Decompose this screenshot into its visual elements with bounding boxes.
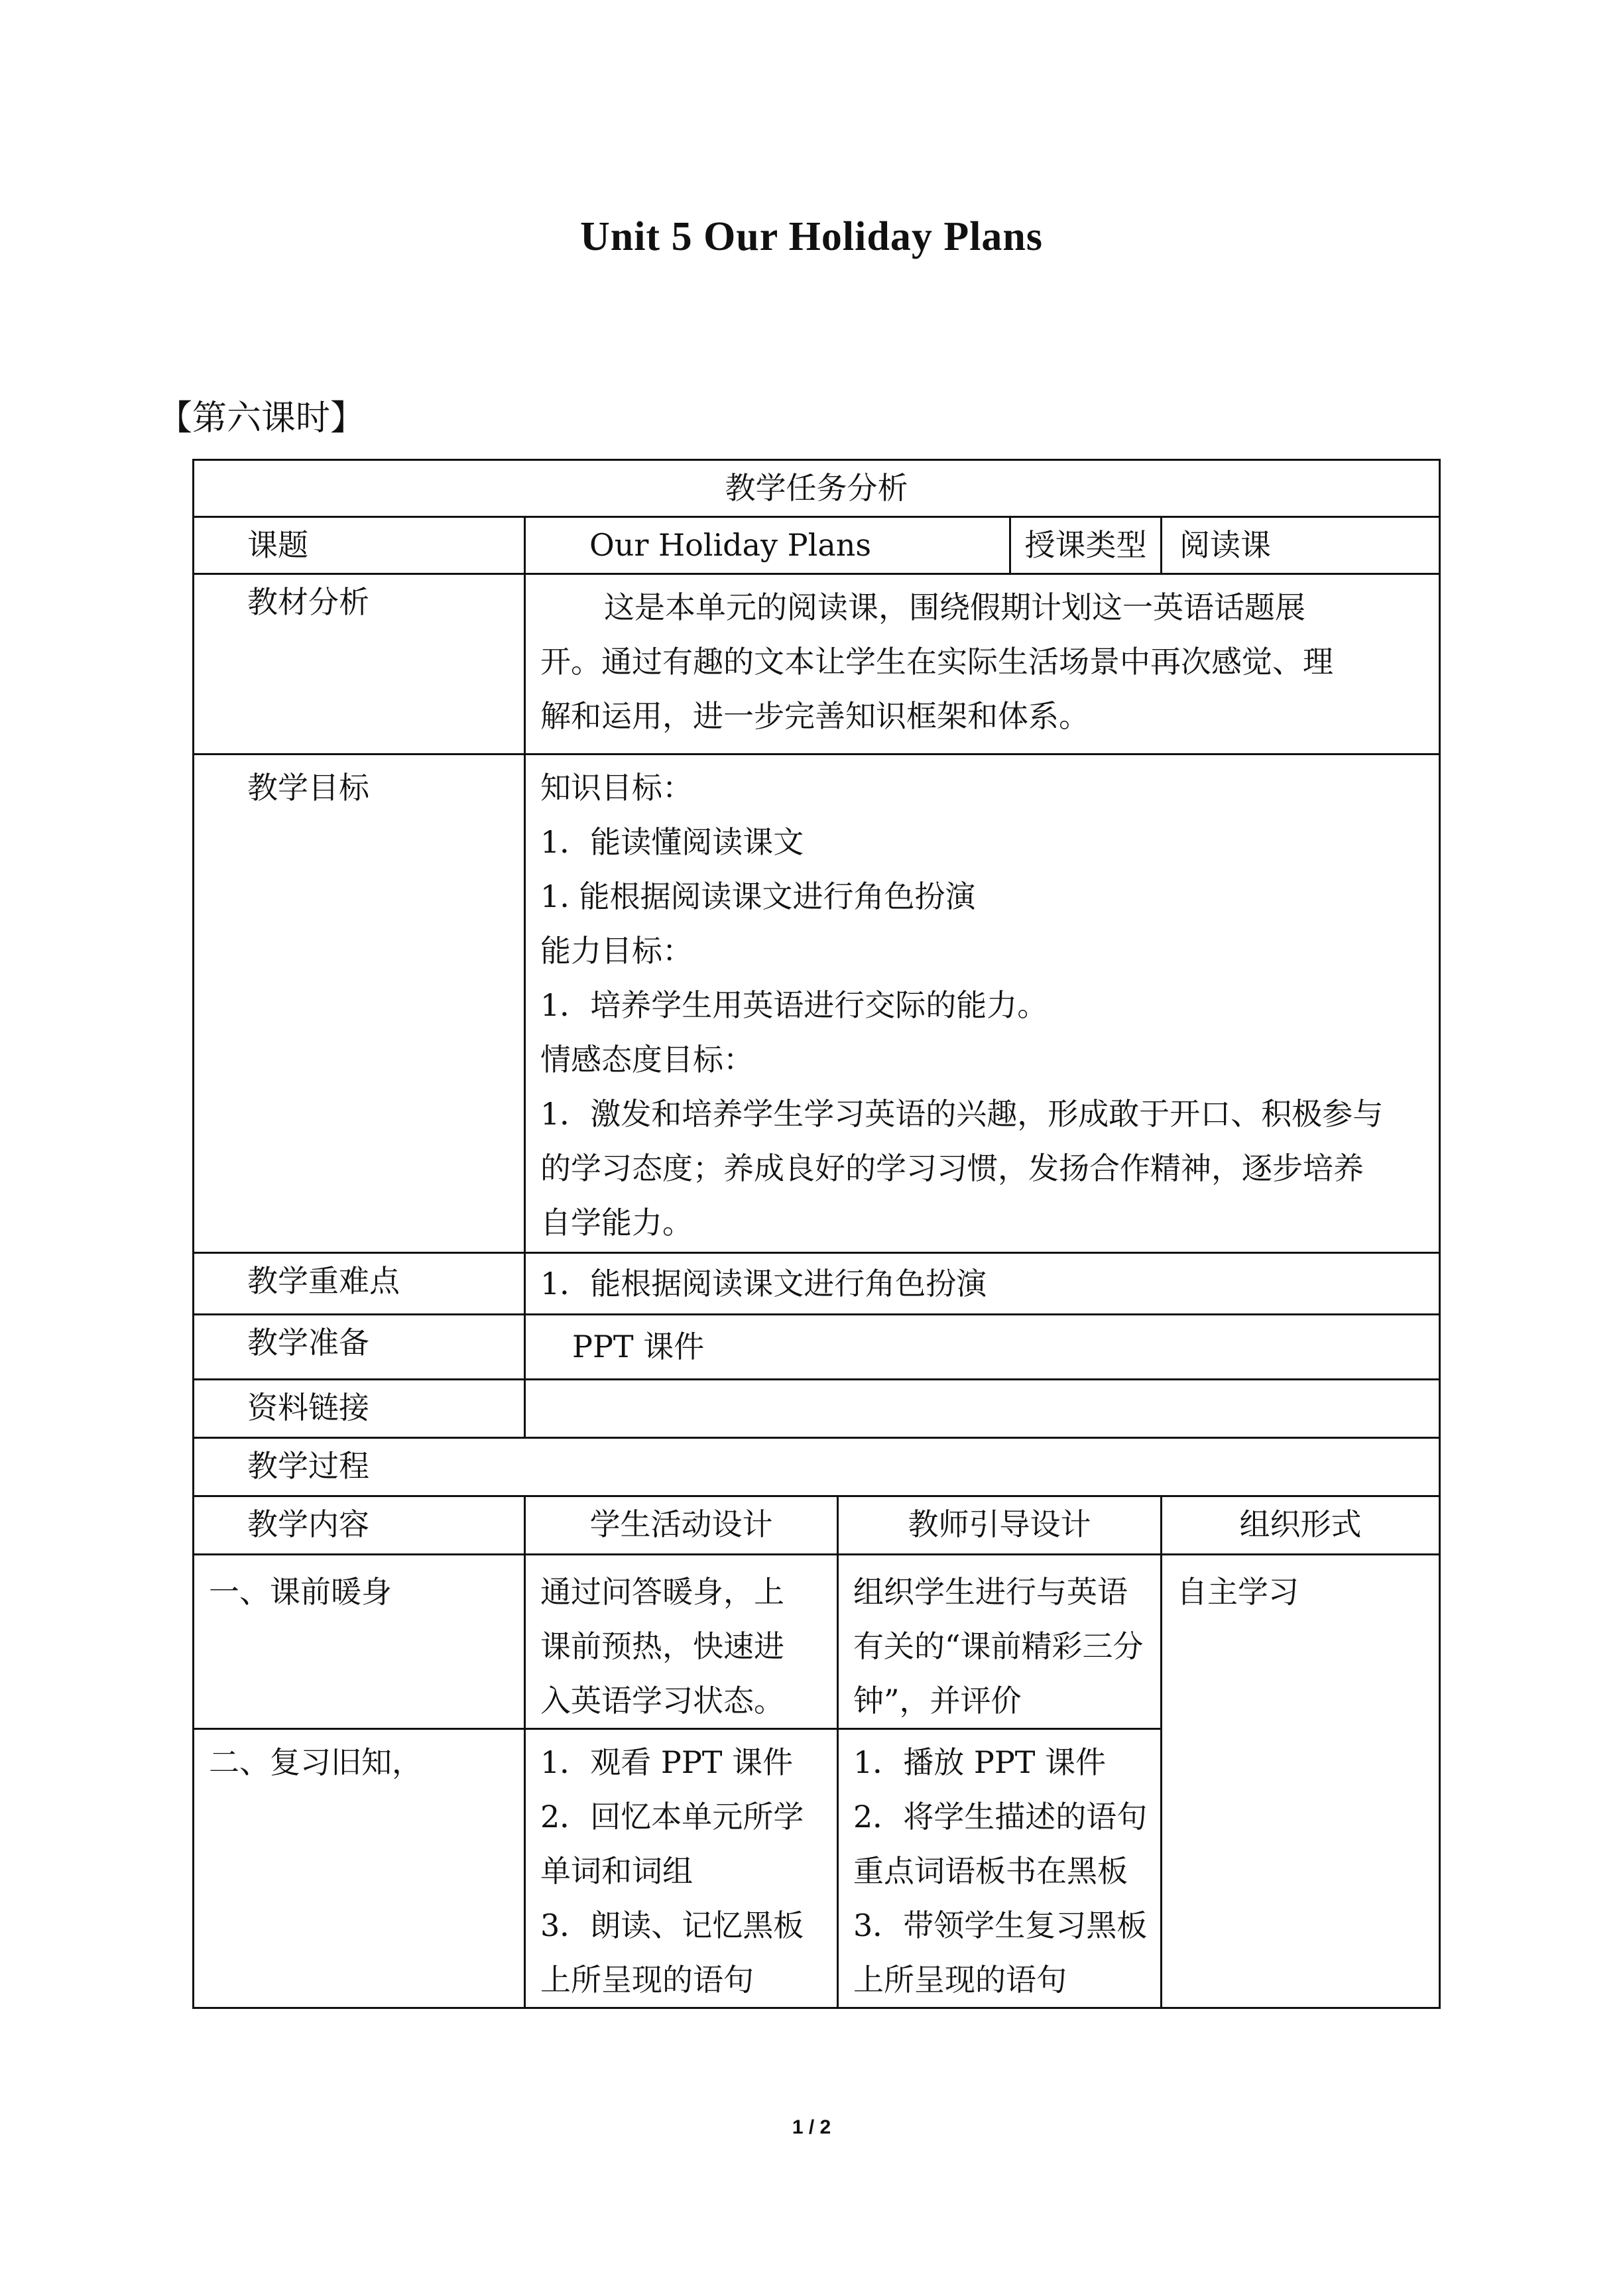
row2-teacher: 1．播放 PPT 课件 2．将学生描述的语句 重点词语板书在黑板 3．带领学生复习黑板 上所呈现的语句 — [838, 1729, 1162, 2008]
analysis-label: 教材分析 — [194, 574, 525, 755]
document-title: Unit 5 Our Holiday Plans — [579, 214, 1044, 259]
type-label: 授课类型 — [1010, 517, 1162, 574]
preparation-label: 教学准备 — [194, 1315, 525, 1380]
process-label: 教学过程 — [194, 1438, 1440, 1496]
resource-links-label: 资料链接 — [194, 1380, 525, 1438]
key-points-value: 1．能根据阅读课文进行角色扮演 — [525, 1253, 1440, 1315]
topic-value: Our Holiday Plans — [525, 517, 1010, 574]
resource-links-value — [525, 1380, 1440, 1438]
row1-student: 通过问答暖身，上 课前预热，快速进 入英语学习状态。 — [525, 1555, 838, 1729]
row1-content: 一、课前暖身 — [194, 1555, 525, 1729]
table-row — [194, 1555, 1440, 1729]
topic-label: 课题 — [194, 517, 525, 574]
type-value: 阅读课 — [1162, 517, 1440, 574]
lesson-plan-table — [192, 459, 1441, 2009]
col-header-form: 组织形式 — [1162, 1496, 1440, 1555]
goals-text: 知识目标： 1．能读懂阅读课文 1. 能根据阅读课文进行角色扮演 能力目标： 1．培养学生用英语进行交际的能力。 情感态度目标： 1．激发和培养学生学习英语的兴趣，形成敢于开口、积极参与 的学习态度；养成良好的学习习惯，发扬合作精神，逐步培养 自学能力。 — [525, 755, 1440, 1253]
page-number: 1 / 2 — [792, 2116, 831, 2138]
lesson-heading: 【第六课时】 — [158, 398, 365, 438]
analysis-text: 这是本单元的阅读课，围绕假期计划这一英语话题展 开。通过有趣的文本让学生在实际生活场景中再次感觉、理 解和运用，进一步完善知识框架和体系。 — [525, 574, 1440, 755]
preparation-value: PPT 课件 — [525, 1315, 1440, 1380]
col-header-content: 教学内容 — [194, 1496, 525, 1555]
table-header: 教学任务分析 — [194, 460, 1440, 517]
form-cell: 自主学习 — [1162, 1555, 1440, 2008]
col-header-student: 学生活动设计 — [525, 1496, 838, 1555]
col-header-teacher: 教师引导设计 — [838, 1496, 1162, 1555]
row2-student: 1．观看 PPT 课件 2．回忆本单元所学 单词和词组 3．朗读、记忆黑板 上所呈现的语句 — [525, 1729, 838, 2008]
key-points-label: 教学重难点 — [194, 1253, 525, 1315]
row2-content: 二、复习旧知， — [194, 1729, 525, 2008]
goals-label: 教学目标 — [194, 755, 525, 1253]
row1-teacher: 组织学生进行与英语 有关的“课前精彩三分 钟”，并评价 — [838, 1555, 1162, 1729]
